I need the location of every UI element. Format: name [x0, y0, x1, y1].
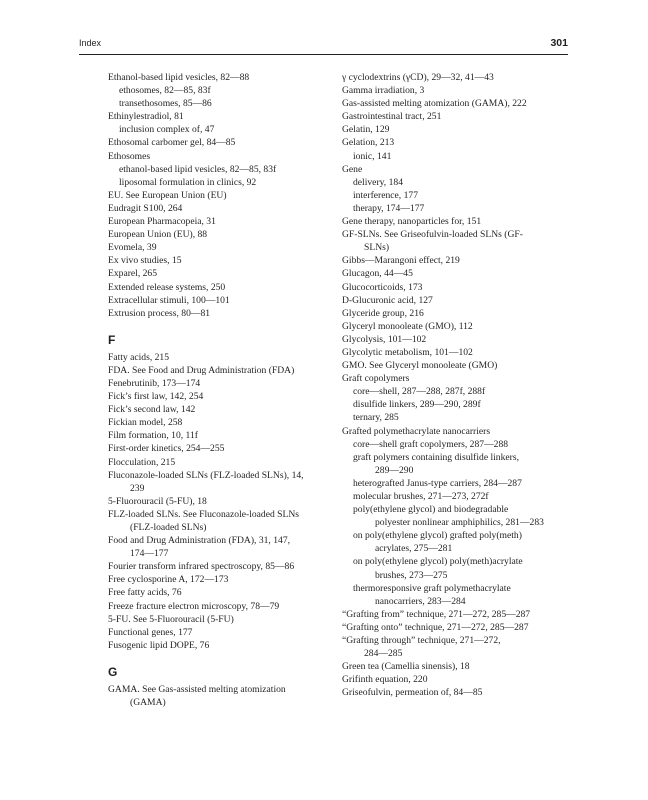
index-entry: Fickian model, 258	[108, 417, 183, 429]
index-subentry: molecular brushes, 271—273, 272f	[353, 491, 489, 502]
index-subentry: graft polymers containing disulfide linkers,	[353, 451, 519, 463]
index-entry: D-Glucuronic acid, 127	[342, 294, 433, 306]
running-header	[79, 38, 568, 52]
index-entry: Flocculation, 215	[108, 456, 176, 468]
index-entry: Glucagon, 44—45	[342, 268, 413, 280]
index-entry: Ethosomes	[108, 150, 151, 162]
index-subentry: liposomal formulation in clinics, 92	[119, 176, 257, 188]
index-entry: Glucocorticoids, 173	[342, 281, 423, 293]
index-entry: Extracellular stimuli, 100—101	[108, 294, 230, 306]
index-entry: Gastrointestinal tract, 251	[342, 111, 442, 123]
index-entry: European Pharmacopeia, 31	[108, 216, 216, 228]
index-column-left	[108, 71, 338, 709]
index-entry: Green tea (Camellia sinensis), 18	[342, 661, 470, 673]
index-entry: Gene	[342, 163, 363, 175]
section-letter: G	[108, 664, 118, 679]
index-entry: First-order kinetics, 254—255	[108, 443, 225, 455]
index-entry: Freeze fracture electron microscopy, 78—79	[108, 600, 280, 612]
index-entry: Extended release systems, 250	[108, 281, 226, 293]
index-continuation: (GAMA)	[130, 697, 166, 709]
index-entry: Fick’s first law, 142, 254	[108, 391, 204, 403]
index-entry: Functional genes, 177	[108, 626, 193, 638]
index-continuation: SLNs)	[364, 242, 390, 254]
index-entry: European Union (EU), 88	[108, 229, 208, 241]
index-entry: Ex vivo studies, 15	[108, 255, 182, 267]
index-entry: Grifinth equation, 220	[342, 674, 428, 686]
index-continuation: acrylates, 275—281	[375, 543, 453, 555]
index-entry: Glycolysis, 101—102	[342, 333, 427, 345]
index-continuation: polyester nonlinear amphiphilics, 281—283	[375, 517, 544, 529]
section-letter: F	[108, 332, 116, 347]
index-entry: FDA. See Food and Drug Administration (FDA)	[108, 364, 295, 376]
index-entry: Griseofulvin, permeation of, 84—85	[342, 687, 483, 699]
header-rule	[79, 54, 568, 55]
index-entry: Gene therapy, nanoparticles for, 151	[342, 216, 482, 228]
index-entry: γ cyclodextrins (γCD), 29—32, 41—43	[342, 72, 494, 83]
index-subentry: inclusion complex of, 47	[119, 124, 215, 136]
index-subentry: core—shell, 287—288, 287f, 288f	[353, 386, 486, 398]
index-entry: Gamma irradiation, 3	[342, 85, 425, 97]
index-entry: Fourier transform infrared spectroscopy, 85—86	[108, 561, 295, 573]
index-entry: Fusogenic lipid DOPE, 76	[108, 639, 210, 651]
index-entry: Free cyclosporine A, 172—173	[108, 574, 229, 586]
page-number: 301	[550, 37, 568, 49]
index-subentry: ethosomes, 82—85, 83f	[119, 85, 211, 97]
index-entry: GAMA. See Gas-assisted melting atomization	[108, 683, 286, 695]
index-subentry: therapy, 174—177	[353, 202, 425, 214]
index-entry: Grafted polymethacrylate nanocarriers	[342, 425, 491, 437]
index-continuation: 289—290	[375, 464, 414, 476]
index-entry: FLZ-loaded SLNs. See Fluconazole-loaded SLNs	[108, 508, 300, 520]
index-entry: Eudragit S100, 264	[108, 202, 183, 214]
index-continuation: 174—177	[130, 548, 169, 560]
index-subentry: ternary, 285	[353, 412, 399, 424]
index-continuation: (FLZ-loaded SLNs)	[130, 522, 207, 533]
index-entry: Food and Drug Administration (FDA), 31, 147,	[108, 535, 291, 547]
index-entry: Glycolytic metabolism, 101—102	[342, 346, 473, 358]
index-entry: “Grafting through” technique, 271—272,	[342, 635, 501, 647]
index-subentry: disulfide linkers, 289—290, 289f	[353, 399, 481, 411]
index-entry: 5-Fluorouracil (5-FU), 18	[108, 495, 207, 507]
index-entry: Graft copolymers	[342, 373, 410, 385]
index-subentry: core—shell graft copolymers, 287—288	[353, 438, 509, 450]
index-continuation: nanocarriers, 283—284	[375, 595, 466, 607]
index-entry: GF-SLNs. See Griseofulvin-loaded SLNs (GF-	[342, 229, 523, 241]
index-entry: Gelation, 213	[342, 137, 395, 149]
index-entry: Glyceride group, 216	[342, 307, 424, 319]
index-subentry: interference, 177	[353, 189, 418, 201]
index-entry: “Grafting from” technique, 271—272, 285—287	[342, 608, 531, 620]
index-entry: Fluconazole-loaded SLNs (FLZ-loaded SLNs), 14,	[108, 469, 304, 481]
index-subentry: transethosomes, 85—86	[119, 98, 212, 110]
index-subentry: ionic, 141	[353, 150, 392, 162]
index-subentry: delivery, 184	[353, 176, 403, 188]
index-entry: Gelatin, 129	[342, 124, 390, 136]
index-entry: Ethinylestradiol, 81	[108, 111, 184, 123]
index-entry: Film formation, 10, 11f	[108, 430, 198, 442]
index-entry: “Grafting onto” technique, 271—272, 285—287	[342, 621, 529, 633]
index-entry: Gibbs—Marangoni effect, 219	[342, 255, 460, 267]
index-entry: Exparel, 265	[108, 268, 158, 280]
index-entry: Fenebrutinib, 173—174	[108, 377, 201, 389]
index-entry: 5-FU. See 5-Fluorouracil (5-FU)	[108, 613, 234, 625]
index-entry: Fatty acids, 215	[108, 351, 170, 363]
index-subentry: on poly(ethylene glycol) poly(meth)acrylate	[353, 556, 523, 568]
index-subentry: heterografted Janus-type carriers, 284—287	[353, 477, 522, 489]
section-title: Index	[79, 38, 102, 48]
index-entry: Free fatty acids, 76	[108, 587, 182, 599]
index-entry: Ethosomal carbomer gel, 84—85	[108, 137, 236, 149]
index-subentry: on poly(ethylene glycol) grafted poly(meth)	[353, 530, 522, 542]
index-entry: GMO. See Glyceryl monooleate (GMO)	[342, 360, 498, 372]
index-subentry: thermoresponsive graft polymethacrylate	[353, 582, 511, 594]
index-entry: Extrusion process, 80—81	[108, 307, 211, 319]
index-subentry: ethanol-based lipid vesicles, 82—85, 83f	[119, 163, 277, 175]
index-entry: Gas-assisted melting atomization (GAMA), 222	[342, 98, 527, 110]
index-continuation: 284—285	[364, 648, 403, 660]
index-entry: Glyceryl monooleate (GMO), 112	[342, 320, 473, 332]
index-continuation: 239	[130, 482, 145, 494]
index-entry: Fick’s second law, 142	[108, 404, 196, 416]
index-continuation: brushes, 273—275	[375, 569, 448, 581]
index-column-right	[342, 71, 572, 700]
index-entry: Ethanol-based lipid vesicles, 82—88	[108, 72, 250, 83]
index-subentry: poly(ethylene glycol) and biodegradable	[353, 504, 509, 516]
index-entry: Evomela, 39	[108, 242, 157, 254]
index-entry: EU. See European Union (EU)	[108, 189, 227, 201]
